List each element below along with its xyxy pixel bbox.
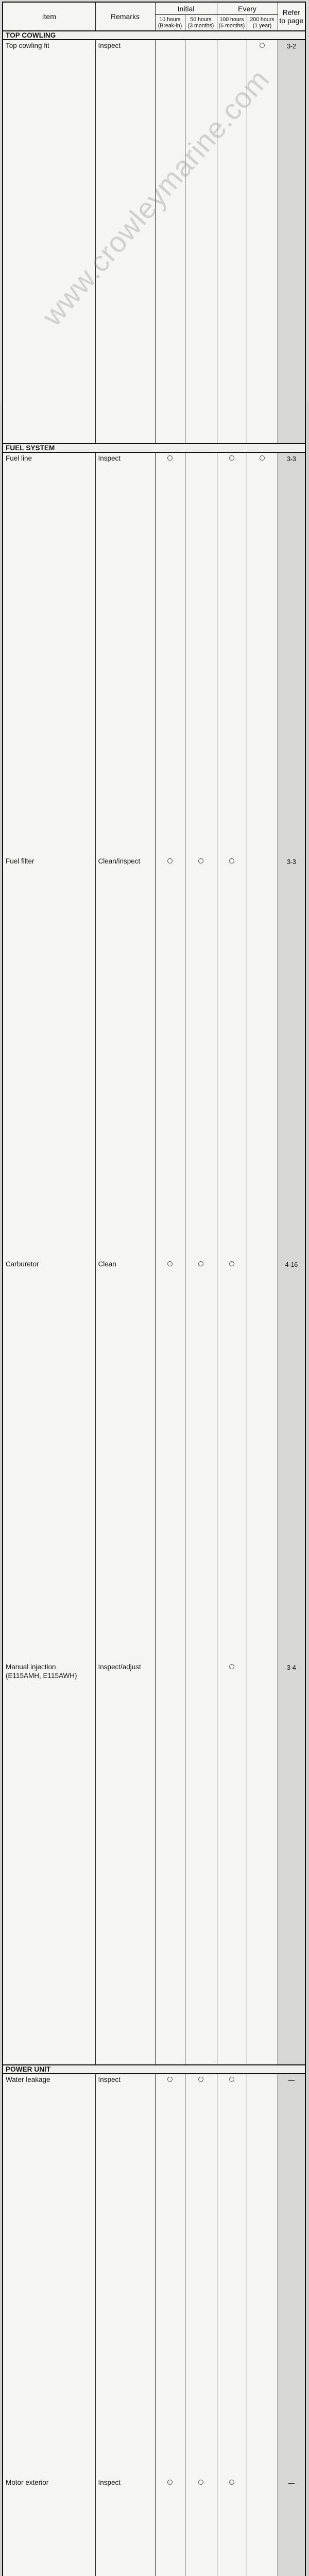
check-circle-icon	[198, 2077, 203, 2082]
schedule-cell	[247, 452, 278, 856]
remarks-cell: Clean/inspect	[95, 856, 155, 1259]
remarks-cell: Clean	[95, 1259, 155, 1662]
schedule-cell	[155, 856, 185, 1259]
col-header-remarks: Remarks	[95, 2, 155, 31]
check-circle-icon	[229, 858, 234, 863]
check-circle-icon	[198, 1261, 203, 1266]
col-header-item: Item	[3, 2, 95, 31]
schedule-cell	[247, 40, 278, 444]
table-body	[3, 31, 305, 2576]
remarks-cell: Inspect	[95, 2074, 155, 2477]
col-header-refer-to-page	[278, 2, 305, 31]
schedule-cell	[155, 2477, 185, 2576]
schedule-cell	[217, 1662, 247, 2065]
schedule-cell	[185, 856, 217, 1259]
refer-page-cell: 4-16	[278, 1259, 305, 1662]
check-circle-icon	[229, 2077, 234, 2082]
check-circle-icon	[198, 858, 203, 863]
schedule-cell	[247, 2074, 278, 2477]
schedule-cell	[185, 452, 217, 856]
table-row	[3, 1259, 305, 1662]
refer-page-cell: —	[278, 2477, 305, 2576]
schedule-cell	[247, 856, 278, 1259]
schedule-cell	[155, 452, 185, 856]
col-group-initial: Initial	[155, 2, 217, 15]
refer-page-cell: 3-3	[278, 452, 305, 856]
schedule-cell	[155, 1662, 185, 2065]
schedule-cell	[247, 1662, 278, 2065]
remarks-cell: Inspect/adjust	[95, 1662, 155, 2065]
check-circle-icon	[260, 455, 265, 461]
check-circle-icon	[260, 43, 265, 48]
schedule-cell	[217, 2074, 247, 2477]
schedule-cell	[185, 2477, 217, 2576]
refer-page-cell: 3-4	[278, 1662, 305, 2065]
remarks-cell: Inspect	[95, 452, 155, 856]
section-title: FUEL SYSTEM	[3, 444, 305, 452]
item-cell: Fuel filter	[6, 857, 35, 865]
schedule-cell	[247, 2477, 278, 2576]
check-circle-icon	[198, 2480, 203, 2485]
table-header	[3, 2, 305, 31]
refer-page-cell: 3-3	[278, 856, 305, 1259]
schedule-cell	[155, 40, 185, 444]
schedule-cell	[217, 452, 247, 856]
check-circle-icon	[167, 2480, 173, 2485]
schedule-cell	[247, 1259, 278, 1662]
schedule-cell	[155, 2074, 185, 2477]
check-circle-icon	[229, 2480, 234, 2485]
refer-page-cell: 3-2	[278, 40, 305, 444]
refer-page-cell: —	[278, 2074, 305, 2477]
col-header-200-hours: 200 hours (1 year)	[247, 15, 278, 31]
item-cell: Fuel line	[6, 454, 32, 462]
schedule-cell	[217, 40, 247, 444]
schedule-cell	[217, 2477, 247, 2576]
col-group-every: Every	[217, 2, 278, 15]
item-cell: Top cowling fit	[6, 42, 49, 49]
section-header-row	[3, 2065, 305, 2074]
check-circle-icon	[229, 455, 234, 461]
watermark: www.crowleymarine.com	[36, 62, 276, 332]
check-circle-icon	[167, 2077, 173, 2082]
table-row	[3, 856, 305, 1259]
table-row	[3, 1662, 305, 2065]
check-circle-icon	[167, 1261, 173, 1266]
schedule-cell	[185, 1259, 217, 1662]
section-title: POWER UNIT	[3, 2065, 305, 2074]
table-row	[3, 2074, 305, 2477]
table-row	[3, 2477, 305, 2576]
schedule-cell	[155, 1259, 185, 1662]
item-cell: Carburetor	[6, 1260, 39, 1268]
col-header-50-hours: 50 hours (3 months)	[185, 15, 217, 31]
schedule-cell	[217, 856, 247, 1259]
check-circle-icon	[229, 1261, 234, 1266]
remarks-cell: Inspect	[95, 40, 155, 444]
schedule-cell	[185, 2074, 217, 2477]
refer-line-2: to page	[279, 16, 304, 25]
section-title: TOP COWLING	[3, 31, 305, 40]
col-header-10-hours: 10 hours (Break-in)	[155, 15, 185, 31]
remarks-cell: Inspect	[95, 2477, 155, 2576]
schedule-cell	[185, 1662, 217, 2065]
refer-line-1: Refer	[282, 8, 300, 16]
schedule-cell	[217, 1259, 247, 1662]
item-cell: Motor exterior	[6, 2479, 49, 2486]
item-cell: Water leakage	[6, 2076, 50, 2083]
col-header-100-hours: 100 hours (6 months)	[217, 15, 247, 31]
check-circle-icon	[167, 455, 173, 461]
schedule-cell	[185, 40, 217, 444]
section-header-row	[3, 444, 305, 452]
table-row	[3, 40, 305, 444]
section-header-row	[3, 31, 305, 40]
check-circle-icon	[229, 1664, 234, 1669]
check-circle-icon	[167, 858, 173, 863]
table-row	[3, 452, 305, 856]
item-cell: Manual injection (E115AMH, E115AWH)	[6, 1663, 77, 1680]
maintenance-schedule-table	[2, 2, 306, 2576]
